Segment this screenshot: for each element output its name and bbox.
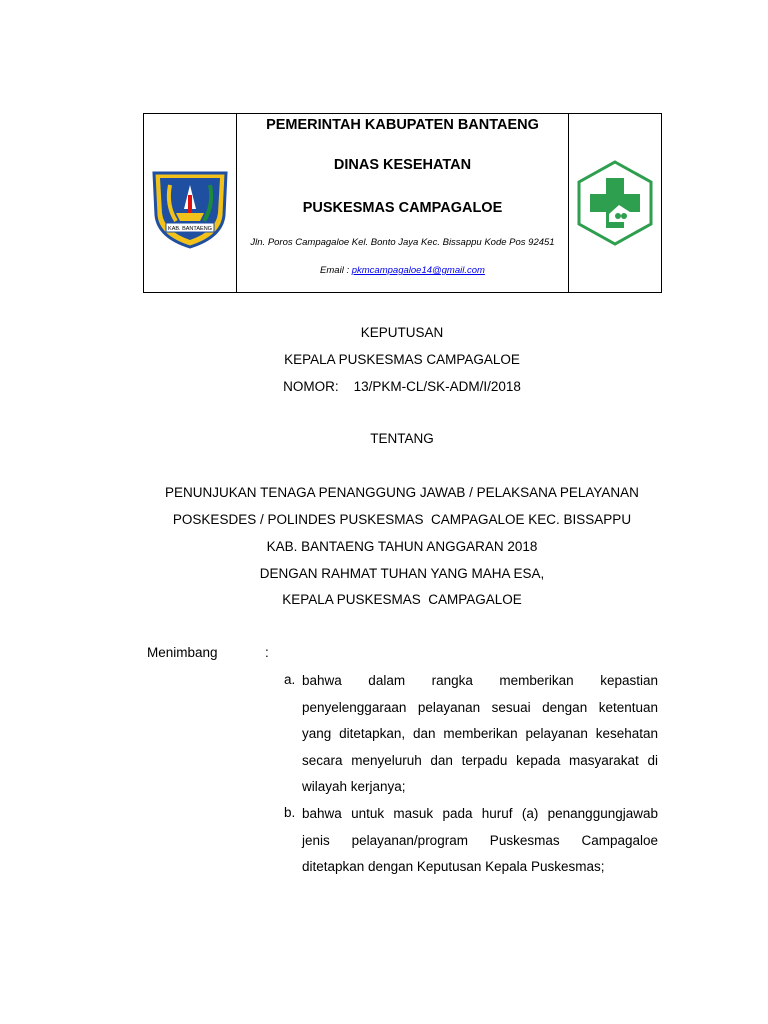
letterhead-text: [237, 114, 568, 292]
puskesmas-logo-icon: [575, 158, 655, 248]
item-text: [302, 672, 658, 805]
menimbang-label: Menimbang: [147, 645, 218, 660]
email-line: [237, 265, 568, 276]
left-logo-cell: [144, 114, 237, 292]
emblem-banner-text: KAB. BANTAENG: [168, 226, 212, 232]
item-letter: b.: [284, 805, 296, 820]
text-line: secara menyeluruh dan terpadu kepada masyarakat di: [302, 752, 658, 768]
kepala-heading: KEPALA PUSKESMAS CAMPAGALOE: [284, 352, 520, 367]
text-line: ditetapkan dengan Keputusan Kepala Puskesmas;: [302, 859, 605, 874]
government-name: PEMERINTAH KABUPATEN BANTAENG: [266, 117, 539, 133]
right-logo-cell: [568, 114, 661, 292]
keputusan-heading: KEPUTUSAN: [360, 325, 444, 340]
letterhead: [143, 113, 662, 293]
text-line: bahwa untuk masuk pada huruf (a) penanggungjawab: [302, 806, 658, 821]
menimbang-colon: :: [265, 645, 269, 660]
item-letter: a.: [284, 672, 296, 687]
bantaeng-emblem-icon: [146, 155, 234, 251]
text-line: wilayah kerjanya;: [302, 779, 406, 794]
address: Jln. Poros Campagaloe Kel. Bonto Jaya Kec. Bissappu Kode Pos 92451: [250, 237, 555, 248]
item-text: [302, 805, 658, 885]
email-label: Email :: [320, 265, 352, 276]
subject-line: POSKESDES / POLINDES PUSKESMAS CAMPAGALOE KEC. BISSAPPU: [172, 512, 632, 527]
subject-line: KAB. BANTAENG TAHUN ANGGARAN 2018: [266, 539, 538, 554]
text-line: jenis pelayanan/program Puskesmas Campagaloe: [302, 832, 658, 848]
nomor-heading: NOMOR: 13/PKM-CL/SK-ADM/I/2018: [283, 379, 521, 394]
tentang-heading: TENTANG: [370, 431, 434, 446]
text-line: penyelenggaraan pelayanan sesuai dengan ketentuan: [302, 699, 658, 715]
subject-line: DENGAN RAHMAT TUHAN YANG MAHA ESA,: [259, 566, 545, 581]
email-link[interactable]: pkmcampagaloe14@gmail.com: [351, 265, 485, 276]
text-line: bahwa dalam rangka memberikan kepastian: [302, 673, 658, 688]
agency-name: DINAS KESEHATAN: [333, 157, 472, 173]
subject-line: KEPALA PUSKESMAS CAMPAGALOE: [282, 592, 522, 607]
puskesmas-name: PUSKESMAS CAMPAGALOE: [302, 200, 503, 216]
text-line: yang ditetapkan, dan memberikan pelayanan kesehatan: [302, 726, 658, 741]
subject-line: PENUNJUKAN TENAGA PENANGGUNG JAWAB / PELAKSANA PELAYANAN: [165, 485, 639, 500]
